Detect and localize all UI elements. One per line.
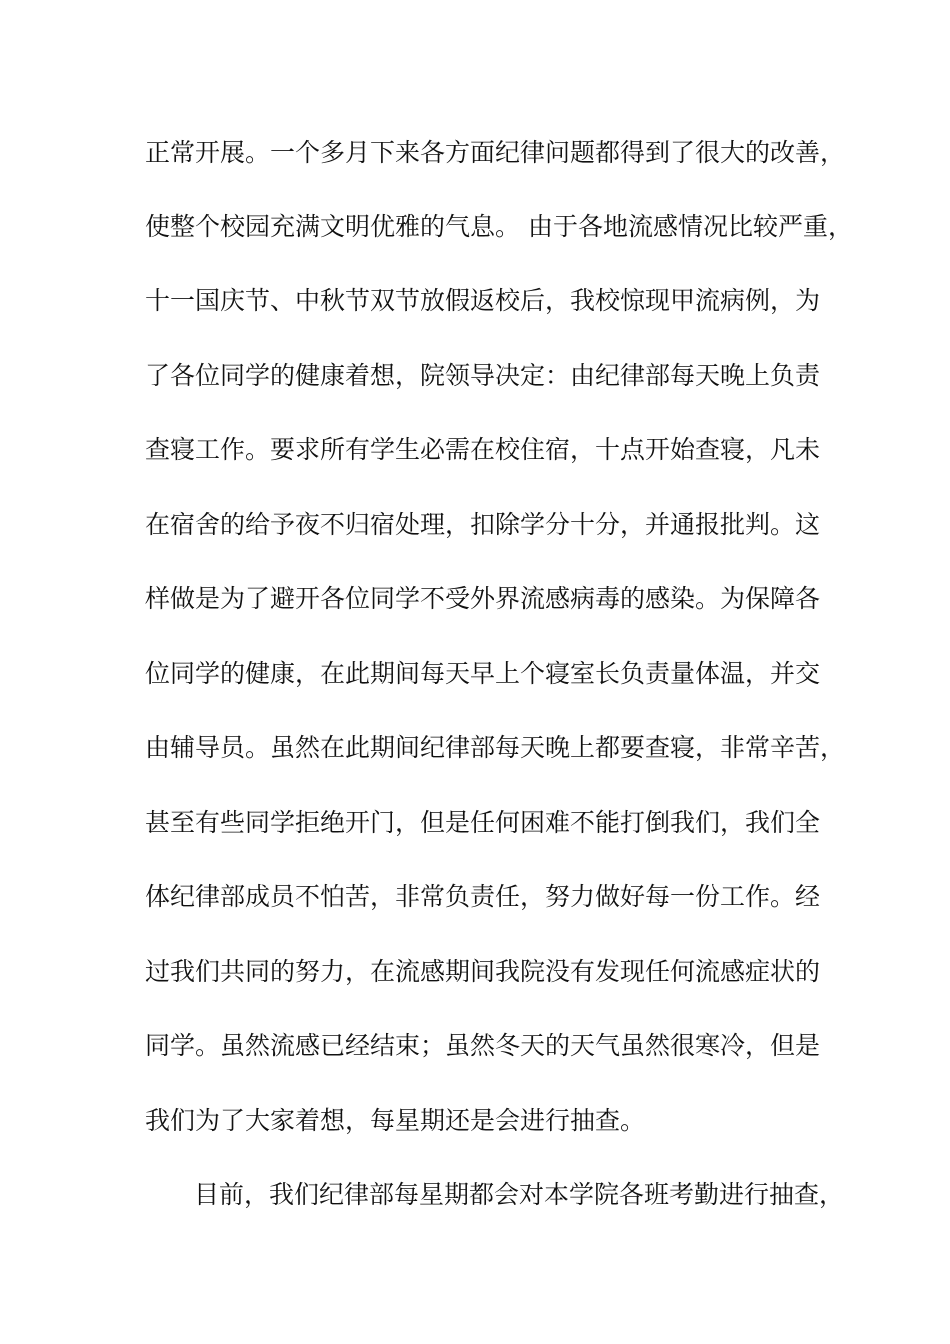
text-line: 了各位同学的健康着想，院领导决定：由纪律部每天晚上负责	[145, 361, 821, 390]
paragraph-first-line: 目前，我们纪律部每星期都会对本学院各班考勤进行抽查，	[194, 1180, 845, 1209]
text-line: 正常开展。一个多月下来各方面纪律问题都得到了很大的改善，	[145, 138, 846, 167]
text-line: 同学。虽然流感已经结束；虽然冬天的天气虽然很寒冷，但是	[145, 1031, 821, 1060]
text-line: 查寝工作。要求所有学生必需在校住宿，十点开始查寝，凡未	[145, 435, 821, 464]
text-line: 我们为了大家着想，每星期还是会进行抽查。	[145, 1106, 646, 1135]
text-line: 甚至有些同学拒绝开门，但是任何困难不能打倒我们，我们全	[145, 808, 821, 837]
text-line: 体纪律部成员不怕苦，非常负责任，努力做好每一份工作。经	[145, 882, 821, 911]
text-line: 位同学的健康，在此期间每天早上个寝室长负责量体温，并交	[145, 659, 821, 688]
text-line: 由辅导员。虽然在此期间纪律部每天晚上都要查寝，非常辛苦，	[145, 733, 846, 762]
text-line: 十一国庆节、中秋节双节放假返校后，我校惊现甲流病例，为	[145, 286, 821, 315]
text-line: 使整个校园充满文明优雅的气息。 由于各地流感情况比较严重，	[145, 212, 853, 241]
text-line: 过我们共同的努力，在流感期间我院没有发现任何流感症状的	[145, 957, 821, 986]
text-line: 样做是为了避开各位同学不受外界流感病毒的感染。为保障各	[145, 584, 821, 613]
text-line: 在宿舍的给予夜不归宿处理，扣除学分十分，并通报批判。这	[145, 510, 821, 539]
